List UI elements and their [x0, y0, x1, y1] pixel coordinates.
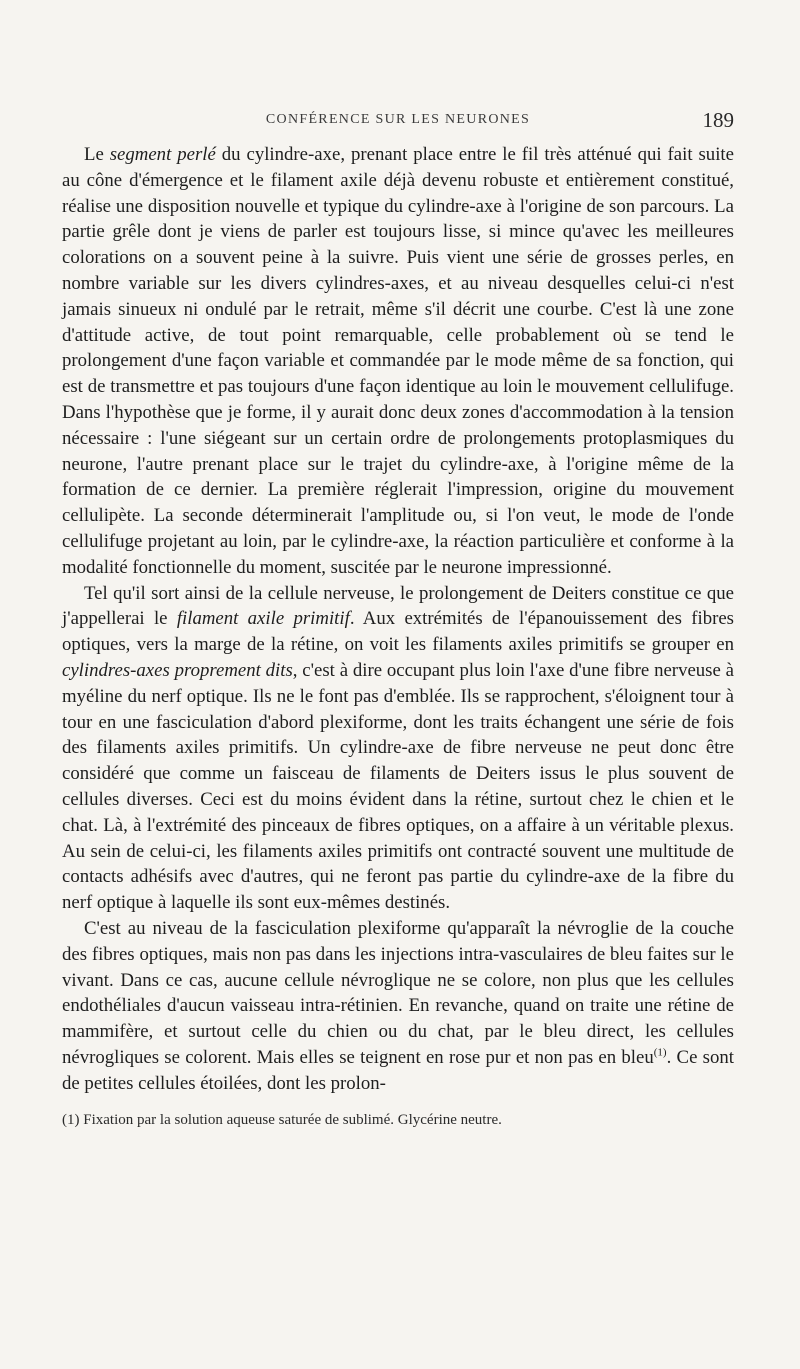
book-page	[62, 108, 734, 1130]
footnote	[62, 1110, 734, 1130]
footnote-marker: (1)	[62, 1112, 80, 1129]
text-run: . Aux extrémités de l'épanouissement des fibres optiques, vers la marge de la rétine, on voit les filaments axiles primitifs se grouper en	[62, 608, 734, 656]
text-run: , c'est à dire occupant plus loin l'axe d'une fibre nerveuse à myéline du nerf optique. Ils ne le font pas d'emblée. Ils se rapprochent, s'éloignent tour à tour en une fasciculation d'abord plexiforme, dont les traits échangent une série de fois des filaments axiles primitifs. Un cylindre-axe de fibre nerveuse ne peut donc être considéré que comme un faisceau de filaments de Deiters issus le plus souvent de cellules diverses. Ceci est du moins évident dans la rétine, surtout chez le chien et le chat. Là, à l'extrémité des pinceaux de fibres optiques, on a affaire à un véritable plexus. Au sein de celui-ci, les filaments axiles primitifs ont contracté souvent une multitude de contacts adhésifs avec d'autres, qui ne feront pas partie du cylindre-axe de la fibre du nerf optique à laquelle ils sont eux-mêmes destinés.	[62, 659, 734, 914]
italic-term: filament axile primitif	[176, 608, 350, 630]
page-header	[62, 108, 734, 134]
italic-term: cylindres-axes proprement dits	[62, 659, 293, 681]
text-run: . Ce sont de petites cellules étoilées, dont les prolon-	[62, 1046, 734, 1094]
text-run: du cylindre-axe, prenant place entre le fil très atténué qui fait suite au cône d'émergence et le filament axile déjà devenu robuste et entièrement constitué, réalise une disposition nouvelle et typique du cylindre-axe à l'origine de son parcours. La partie grêle dont je viens de parler est toujours lisse, si mince qu'avec les meilleures colorations on a souvent peine à la suivre. Puis vient une série de grosses perles, en nombre variable sur les divers cylindres-axes, et au niveau desquelles celui-ci n'est jamais sinueux ni ondulé par le retrait, même s'il décrit une courbe. C'est là une zone d'attitude active, de tout point remarquable, celle probablement où se tend le prolongement d'une façon variable et commandée par le mode même de sa fonction, qui est de transmettre et pas toujours d'une façon identique au loin le mouvement cellulifuge. Dans l'hypothèse que je forme, il y aurait donc deux zones d'accommodation à la tension nécessaire : l'une siégeant sur un certain ordre de prolongements protoplasmiques du neurone, l'autre prenant place sur le trajet du cylindre-axe, à l'origine même de la formation de ce dernier. La première réglerait l'impression, origine du mouvement cellulipète. La seconde déterminerait l'amplitude ou, si l'on veut, le mode de l'onde cellulifuge projetant au loin, par le cylindre-axe, la réaction particulière et conforme à la modalité fonctionnelle du moment, suscitée par le neurone impressionné.	[62, 144, 734, 578]
text-run: Tel qu'il sort ainsi de la cellule nerveuse, le prolongement de Deiters constitue ce que j'appellerai le	[62, 582, 734, 630]
paragraph	[62, 142, 734, 581]
body-text	[62, 142, 734, 1096]
footnote-text: Fixation par la solution aqueuse saturée de sublimé. Glycérine neutre.	[83, 1112, 502, 1129]
italic-term: segment perlé	[109, 144, 216, 165]
page-number: 189	[702, 108, 734, 132]
paragraph	[62, 581, 734, 916]
text-run: Le	[84, 144, 110, 165]
text-run: C'est au niveau de la fasciculation plexiforme qu'apparaît la névroglie de la couche des fibres optiques, mais non pas dans les injections intra-vasculaires de bleu faites sur le vivant. Dans ce cas, aucune cellule névroglique ne se colore, non plus que les cellules endothéliales d'aucun vaisseau intra-rétinien. En revanche, quand on traite une rétine de mammifère, et surtout celle du chien ou du chat, par le bleu direct, les cellules névrogliques se colorent. Mais elles se teignent en rose pur et non pas en bleu	[62, 917, 734, 1068]
running-title: CONFÉRENCE SUR LES NEURONES	[265, 112, 531, 127]
paragraph	[62, 916, 734, 1097]
footnote-reference: (1)	[653, 1046, 667, 1059]
